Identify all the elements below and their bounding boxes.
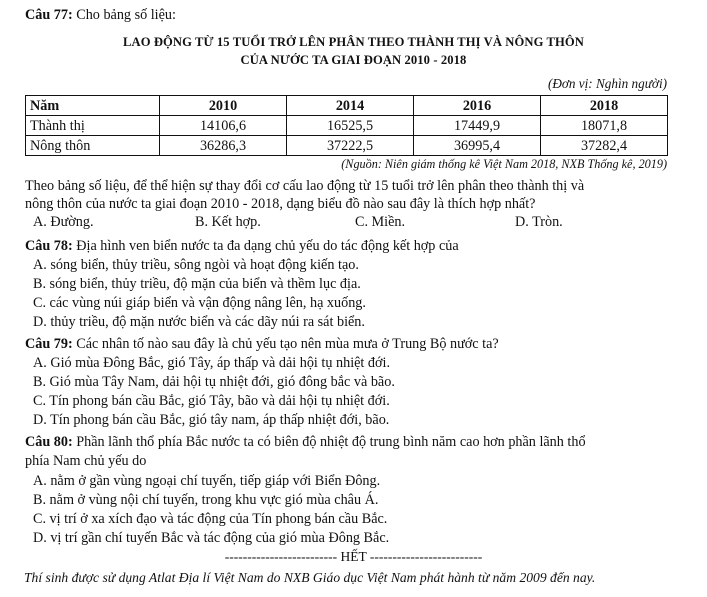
q79-heading xyxy=(25,335,499,353)
q80-text-line1: Phần lãnh thổ phía Bắc nước ta có biên độ nhiệt độ trung bình năm cao hơn phần lãnh thổ xyxy=(72,434,586,450)
q77-option-c[interactable]: C. Miền. xyxy=(355,214,406,230)
q80-option-c[interactable]: C. vị trí ở xa xích đạo và tác động của Tín phong bán cầu Bắc. xyxy=(33,511,388,527)
table-header-cell: 2014 xyxy=(287,96,414,116)
table-title-line1: LAO ĐỘNG TỪ 15 TUỔI TRỞ LÊN PHÂN THEO THÀNH THỊ VÀ NÔNG THÔN xyxy=(123,35,584,49)
q78-option-d[interactable]: D. thủy triều, độ mặn nước biển và các dãy núi ra sát biển. xyxy=(33,314,365,330)
q80-option-d[interactable]: D. vị trí gần chí tuyến Bắc và tác động của gió mùa Đông Bắc. xyxy=(33,530,390,546)
table-row-label: Thành thị xyxy=(26,116,160,136)
table-cell: 37222,5 xyxy=(287,136,414,156)
q77-option-d[interactable]: D. Tròn. xyxy=(515,214,563,230)
q79-option-b[interactable]: B. Gió mùa Tây Nam, dải hội tụ nhiệt đới, gió đông bắc và bão. xyxy=(33,374,395,390)
table-cell: 17449,9 xyxy=(414,116,541,136)
table-cell: 16525,5 xyxy=(287,116,414,136)
footer-note: Thí sinh được sử dụng Atlat Địa lí Việt Nam do NXB Giáo dục Việt Nam phát hành từ năm 2009 đến nay. xyxy=(24,570,596,585)
q79-label: Câu 79: xyxy=(25,336,73,352)
end-marker: ------------------------- HẾT ------------------------- xyxy=(224,549,483,564)
table-cell: 37282,4 xyxy=(541,136,668,156)
data-table xyxy=(25,95,668,156)
table-header-cell: 2016 xyxy=(414,96,541,116)
q77-stem-line2: nông thôn của nước ta giai đoạn 2010 - 2018, dạng biểu đồ nào sau đây là thích hợp nhất? xyxy=(25,196,536,212)
q77-option-b[interactable]: B. Kết hợp. xyxy=(195,214,261,230)
table-unit: (Đơn vị: Nghìn người) xyxy=(547,76,667,91)
q79-option-c[interactable]: C. Tín phong bán cầu Bắc, gió Tây, bão và dải hội tụ nhiệt đới. xyxy=(33,393,390,409)
table-row-label: Nông thôn xyxy=(26,136,160,156)
q77-heading xyxy=(25,6,176,24)
q80-option-a[interactable]: A. nằm ở gần vùng ngoại chí tuyến, tiếp giáp với Biển Đông. xyxy=(33,473,381,489)
q78-heading xyxy=(25,237,459,255)
q80-heading xyxy=(25,433,586,451)
q78-label: Câu 78: xyxy=(25,238,73,254)
table-row xyxy=(26,116,668,136)
q78-option-c[interactable]: C. các vùng núi giáp biển và vận động nâng lên, hạ xuống. xyxy=(33,295,366,311)
table-cell: 18071,8 xyxy=(541,116,668,136)
q77-option-a[interactable]: A. Đường. xyxy=(33,214,94,230)
q77-label: Câu 77: xyxy=(25,7,73,23)
table-source: (Nguồn: Niên giám thống kê Việt Nam 2018, NXB Thống kê, 2019) xyxy=(341,157,667,171)
q80-text-line2: phía Nam chủ yếu do xyxy=(25,453,147,469)
q78-text: Địa hình ven biển nước ta đa dạng chủ yếu do tác động kết hợp của xyxy=(72,238,459,254)
q79-option-a[interactable]: A. Gió mùa Đông Bắc, gió Tây, áp thấp và dải hội tụ nhiệt đới. xyxy=(33,355,391,371)
q77-stem-line1: Theo bảng số liệu, để thể hiện sự thay đổi cơ cấu lao động từ 15 tuổi trở lên phân theo thành thị và xyxy=(25,178,585,194)
table-header-row xyxy=(26,96,668,116)
table-row xyxy=(26,136,668,156)
table-cell: 36995,4 xyxy=(414,136,541,156)
table-header-cell: 2018 xyxy=(541,96,668,116)
q80-option-b[interactable]: B. nằm ở vùng nội chí tuyến, trong khu vực gió mùa châu Á. xyxy=(33,492,379,508)
q77-text: Cho bảng số liệu: xyxy=(72,7,176,23)
table-title-line2: CỦA NƯỚC TA GIAI ĐOẠN 2010 - 2018 xyxy=(240,53,467,67)
q78-option-a[interactable]: A. sóng biển, thủy triều, sông ngòi và hoạt động kiến tạo. xyxy=(33,257,359,273)
table-cell: 14106,6 xyxy=(160,116,287,136)
table-header-cell: 2010 xyxy=(160,96,287,116)
table-cell: 36286,3 xyxy=(160,136,287,156)
q80-label: Câu 80: xyxy=(25,434,73,450)
table-header-cell: Năm xyxy=(26,96,160,116)
q79-text: Các nhân tố nào sau đây là chủ yếu tạo nên mùa mưa ở Trung Bộ nước ta? xyxy=(72,336,499,352)
q79-option-d[interactable]: D. Tín phong bán cầu Bắc, gió tây nam, áp thấp nhiệt đới, bão. xyxy=(33,412,390,428)
q78-option-b[interactable]: B. sóng biển, thủy triều, độ mặn của biển và thềm lục địa. xyxy=(33,276,361,292)
